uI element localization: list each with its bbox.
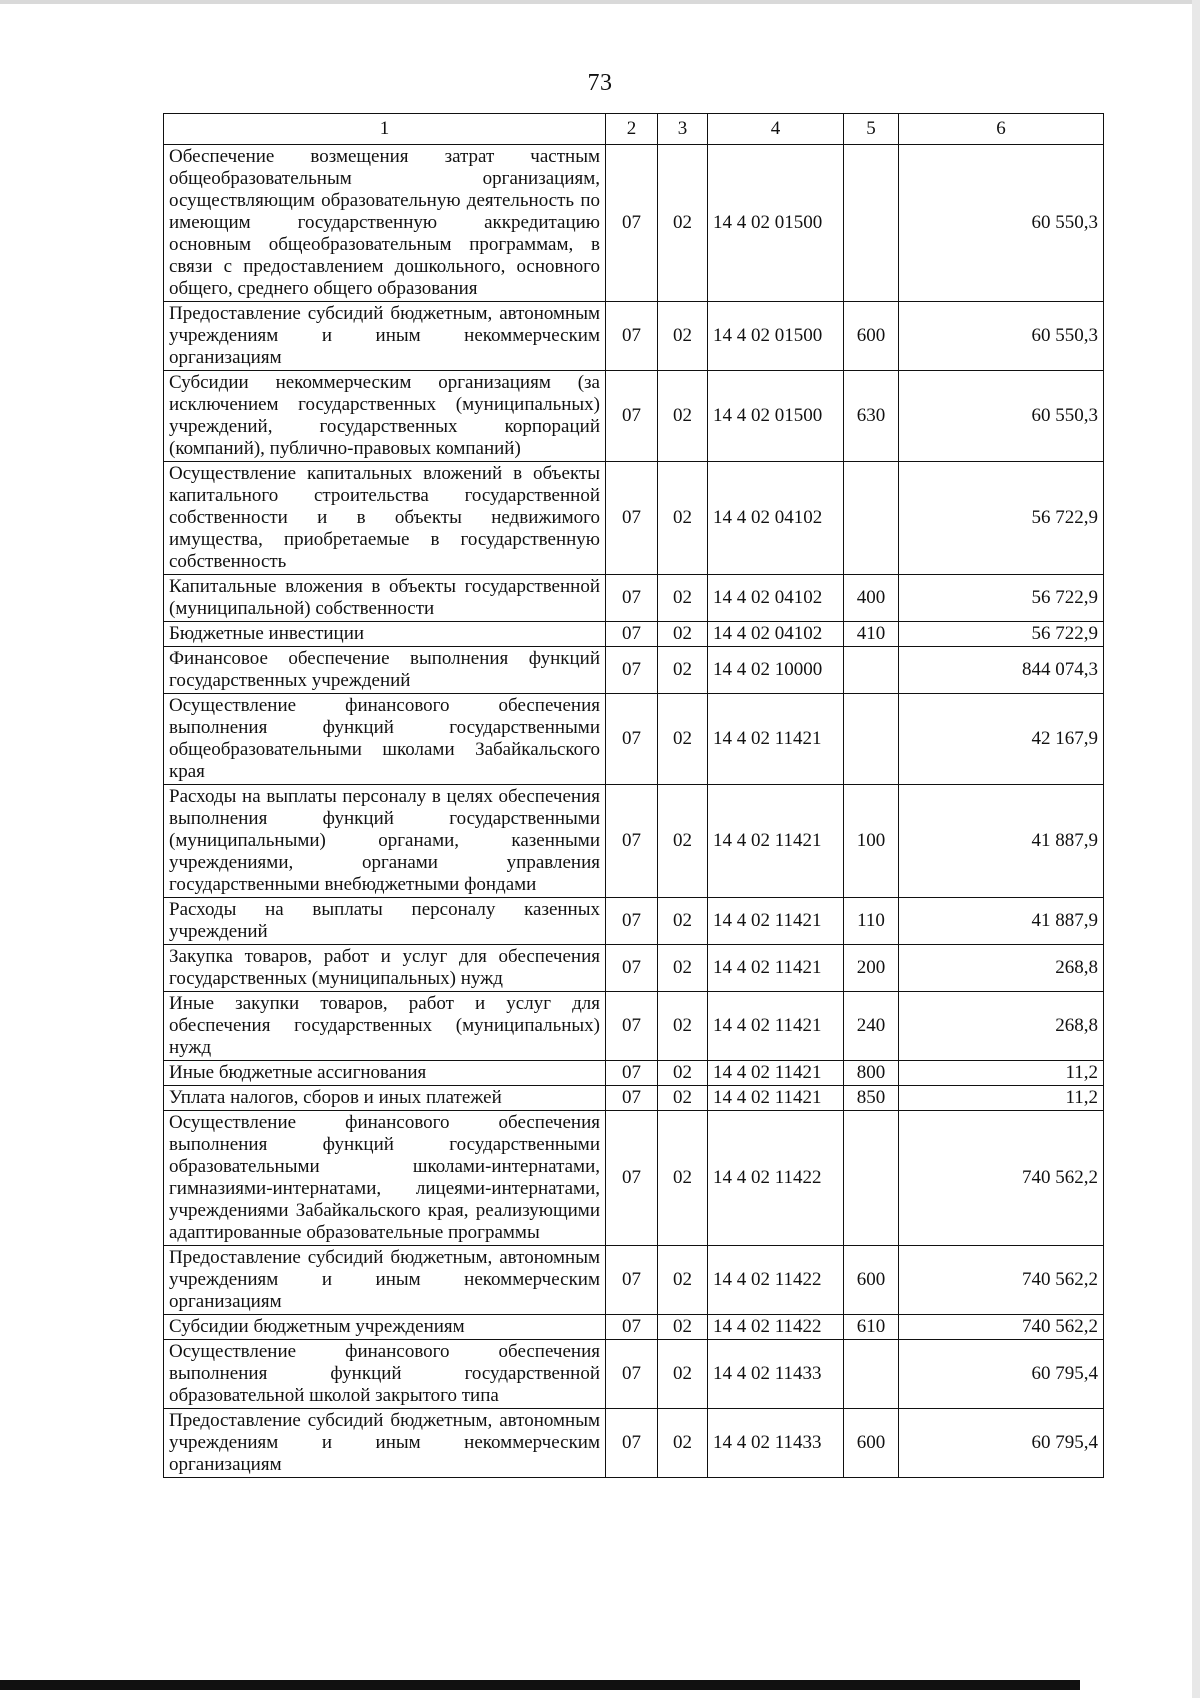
row-target-article: 14 4 02 11422 [708, 1111, 844, 1246]
row-amount: 740 562,2 [899, 1111, 1104, 1246]
row-name: Иные закупки товаров, работ и услуг для обеспечения государственных (муниципальных) нужд [164, 992, 606, 1061]
row-section: 07 [606, 1409, 658, 1478]
row-target-article: 14 4 02 11433 [708, 1340, 844, 1409]
row-amount: 60 795,4 [899, 1409, 1104, 1478]
table-row [164, 575, 1104, 622]
table-row [164, 1061, 1104, 1086]
row-target-article: 14 4 02 11433 [708, 1409, 844, 1478]
row-subsection: 02 [658, 1086, 708, 1111]
column-header-subsection: 3 [658, 114, 708, 145]
row-target-article: 14 4 02 11421 [708, 992, 844, 1061]
row-name: Расходы на выплаты персоналу казенных учреждений [164, 898, 606, 945]
row-section: 07 [606, 622, 658, 647]
row-name: Бюджетные инвестиции [164, 622, 606, 647]
scan-edge-right [1192, 0, 1200, 1698]
row-name: Обеспечение возмещения затрат частным общеобразовательным организациям, осуществляющим образовательную деятельность по имеющим государственную аккредитацию основным общеобразовательным программам, в связи с предоставлением дошкольного, основного общего, среднего общего образования [164, 145, 606, 302]
row-expense-type: 100 [844, 785, 899, 898]
column-header-section: 2 [606, 114, 658, 145]
row-subsection: 02 [658, 622, 708, 647]
row-target-article: 14 4 02 10000 [708, 647, 844, 694]
scan-edge-top [0, 0, 1200, 4]
row-section: 07 [606, 1111, 658, 1246]
row-amount: 60 550,3 [899, 145, 1104, 302]
row-expense-type: 600 [844, 302, 899, 371]
row-name: Осуществление финансового обеспечения выполнения функций государственной образовательной школой закрытого типа [164, 1340, 606, 1409]
row-name: Уплата налогов, сборов и иных платежей [164, 1086, 606, 1111]
table-row [164, 785, 1104, 898]
header-row [164, 114, 1104, 145]
row-expense-type [844, 1111, 899, 1246]
row-target-article: 14 4 02 11421 [708, 785, 844, 898]
row-subsection: 02 [658, 302, 708, 371]
row-target-article: 14 4 02 01500 [708, 145, 844, 302]
row-name: Предоставление субсидий бюджетным, автономным учреждениям и иным некоммерческим организациям [164, 1409, 606, 1478]
row-amount: 41 887,9 [899, 898, 1104, 945]
row-target-article: 14 4 02 11421 [708, 945, 844, 992]
row-amount: 60 795,4 [899, 1340, 1104, 1409]
row-expense-type: 200 [844, 945, 899, 992]
row-name: Субсидии некоммерческим организациям (за исключением государственных (муниципальных) учреждений, государственных корпораций (компаний), публично-правовых компаний) [164, 371, 606, 462]
row-section: 07 [606, 302, 658, 371]
row-expense-type: 630 [844, 371, 899, 462]
table-row [164, 992, 1104, 1061]
scan-edge-bottom [0, 1680, 1080, 1690]
row-amount: 268,8 [899, 992, 1104, 1061]
row-section: 07 [606, 898, 658, 945]
table-row [164, 145, 1104, 302]
table-row [164, 1246, 1104, 1315]
row-section: 07 [606, 992, 658, 1061]
row-target-article: 14 4 02 11421 [708, 1086, 844, 1111]
row-subsection: 02 [658, 785, 708, 898]
row-expense-type: 600 [844, 1246, 899, 1315]
table-row [164, 462, 1104, 575]
row-section: 07 [606, 694, 658, 785]
row-subsection: 02 [658, 1409, 708, 1478]
row-subsection: 02 [658, 945, 708, 992]
row-subsection: 02 [658, 992, 708, 1061]
budget-table [163, 113, 1104, 1478]
row-amount: 56 722,9 [899, 462, 1104, 575]
row-target-article: 14 4 02 11421 [708, 1061, 844, 1086]
row-target-article: 14 4 02 04102 [708, 622, 844, 647]
row-section: 07 [606, 945, 658, 992]
row-subsection: 02 [658, 575, 708, 622]
table-row [164, 694, 1104, 785]
row-subsection: 02 [658, 371, 708, 462]
row-target-article: 14 4 02 11421 [708, 694, 844, 785]
row-section: 07 [606, 647, 658, 694]
row-expense-type: 400 [844, 575, 899, 622]
table-row [164, 1315, 1104, 1340]
row-name: Предоставление субсидий бюджетным, автономным учреждениям и иным некоммерческим организациям [164, 1246, 606, 1315]
table-row [164, 302, 1104, 371]
row-subsection: 02 [658, 145, 708, 302]
row-amount: 56 722,9 [899, 622, 1104, 647]
row-expense-type [844, 694, 899, 785]
row-target-article: 14 4 02 04102 [708, 462, 844, 575]
row-expense-type: 800 [844, 1061, 899, 1086]
row-section: 07 [606, 371, 658, 462]
row-expense-type: 410 [844, 622, 899, 647]
row-target-article: 14 4 02 01500 [708, 371, 844, 462]
row-subsection: 02 [658, 694, 708, 785]
row-section: 07 [606, 1246, 658, 1315]
row-subsection: 02 [658, 462, 708, 575]
row-name: Финансовое обеспечение выполнения функций государственных учреждений [164, 647, 606, 694]
row-subsection: 02 [658, 1315, 708, 1340]
row-amount: 268,8 [899, 945, 1104, 992]
row-name: Субсидии бюджетным учреждениям [164, 1315, 606, 1340]
row-subsection: 02 [658, 1061, 708, 1086]
page-number: 73 [587, 70, 613, 96]
row-subsection: 02 [658, 898, 708, 945]
row-amount: 42 167,9 [899, 694, 1104, 785]
row-amount: 11,2 [899, 1061, 1104, 1086]
table-row [164, 1409, 1104, 1478]
row-expense-type [844, 1340, 899, 1409]
row-section: 07 [606, 1086, 658, 1111]
table-row [164, 1086, 1104, 1111]
row-section: 07 [606, 575, 658, 622]
table-row [164, 1340, 1104, 1409]
row-amount: 60 550,3 [899, 302, 1104, 371]
row-name: Осуществление финансового обеспечения выполнения функций государственными образовательными школами-интернатами, гимназиями-интернатами, лицеями-интернатами, учреждениями Забайкальского края, реализующими адаптированные образовательные программы [164, 1111, 606, 1246]
row-expense-type [844, 462, 899, 575]
row-amount: 56 722,9 [899, 575, 1104, 622]
column-header-target-article: 4 [708, 114, 844, 145]
row-expense-type [844, 145, 899, 302]
row-section: 07 [606, 1315, 658, 1340]
row-target-article: 14 4 02 11421 [708, 898, 844, 945]
table-row [164, 1111, 1104, 1246]
row-section: 07 [606, 1061, 658, 1086]
row-name: Расходы на выплаты персоналу в целях обеспечения выполнения функций государственными (муниципальными) органами, казенными учреждениями, органами управления государственными внебюджетными фондами [164, 785, 606, 898]
row-section: 07 [606, 145, 658, 302]
row-target-article: 14 4 02 04102 [708, 575, 844, 622]
row-expense-type: 110 [844, 898, 899, 945]
row-target-article: 14 4 02 11422 [708, 1246, 844, 1315]
row-target-article: 14 4 02 01500 [708, 302, 844, 371]
row-name: Капитальные вложения в объекты государственной (муниципальной) собственности [164, 575, 606, 622]
table-row [164, 371, 1104, 462]
row-subsection: 02 [658, 1111, 708, 1246]
row-name: Осуществление финансового обеспечения выполнения функций государственными общеобразовательными школами Забайкальского края [164, 694, 606, 785]
column-header-name: 1 [164, 114, 606, 145]
row-section: 07 [606, 785, 658, 898]
row-target-article: 14 4 02 11422 [708, 1315, 844, 1340]
row-expense-type: 600 [844, 1409, 899, 1478]
column-header-amount: 6 [899, 114, 1104, 145]
row-amount: 41 887,9 [899, 785, 1104, 898]
table-header [164, 114, 1104, 145]
row-expense-type [844, 647, 899, 694]
table-row [164, 898, 1104, 945]
column-header-expense-type: 5 [844, 114, 899, 145]
row-expense-type: 240 [844, 992, 899, 1061]
row-amount: 740 562,2 [899, 1246, 1104, 1315]
row-amount: 844 074,3 [899, 647, 1104, 694]
table-row [164, 945, 1104, 992]
row-subsection: 02 [658, 647, 708, 694]
row-subsection: 02 [658, 1340, 708, 1409]
row-amount: 11,2 [899, 1086, 1104, 1111]
table-row [164, 647, 1104, 694]
row-expense-type: 850 [844, 1086, 899, 1111]
row-section: 07 [606, 462, 658, 575]
row-name: Предоставление субсидий бюджетным, автономным учреждениям и иным некоммерческим организациям [164, 302, 606, 371]
row-name: Закупка товаров, работ и услуг для обеспечения государственных (муниципальных) нужд [164, 945, 606, 992]
row-expense-type: 610 [844, 1315, 899, 1340]
table-row [164, 622, 1104, 647]
row-subsection: 02 [658, 1246, 708, 1315]
table-body [164, 145, 1104, 1478]
row-amount: 60 550,3 [899, 371, 1104, 462]
row-name: Осуществление капитальных вложений в объекты капитального строительства государственной собственности и в объекты недвижимого имущества, приобретаемые в государственную собственность [164, 462, 606, 575]
row-name: Иные бюджетные ассигнования [164, 1061, 606, 1086]
row-section: 07 [606, 1340, 658, 1409]
row-amount: 740 562,2 [899, 1315, 1104, 1340]
